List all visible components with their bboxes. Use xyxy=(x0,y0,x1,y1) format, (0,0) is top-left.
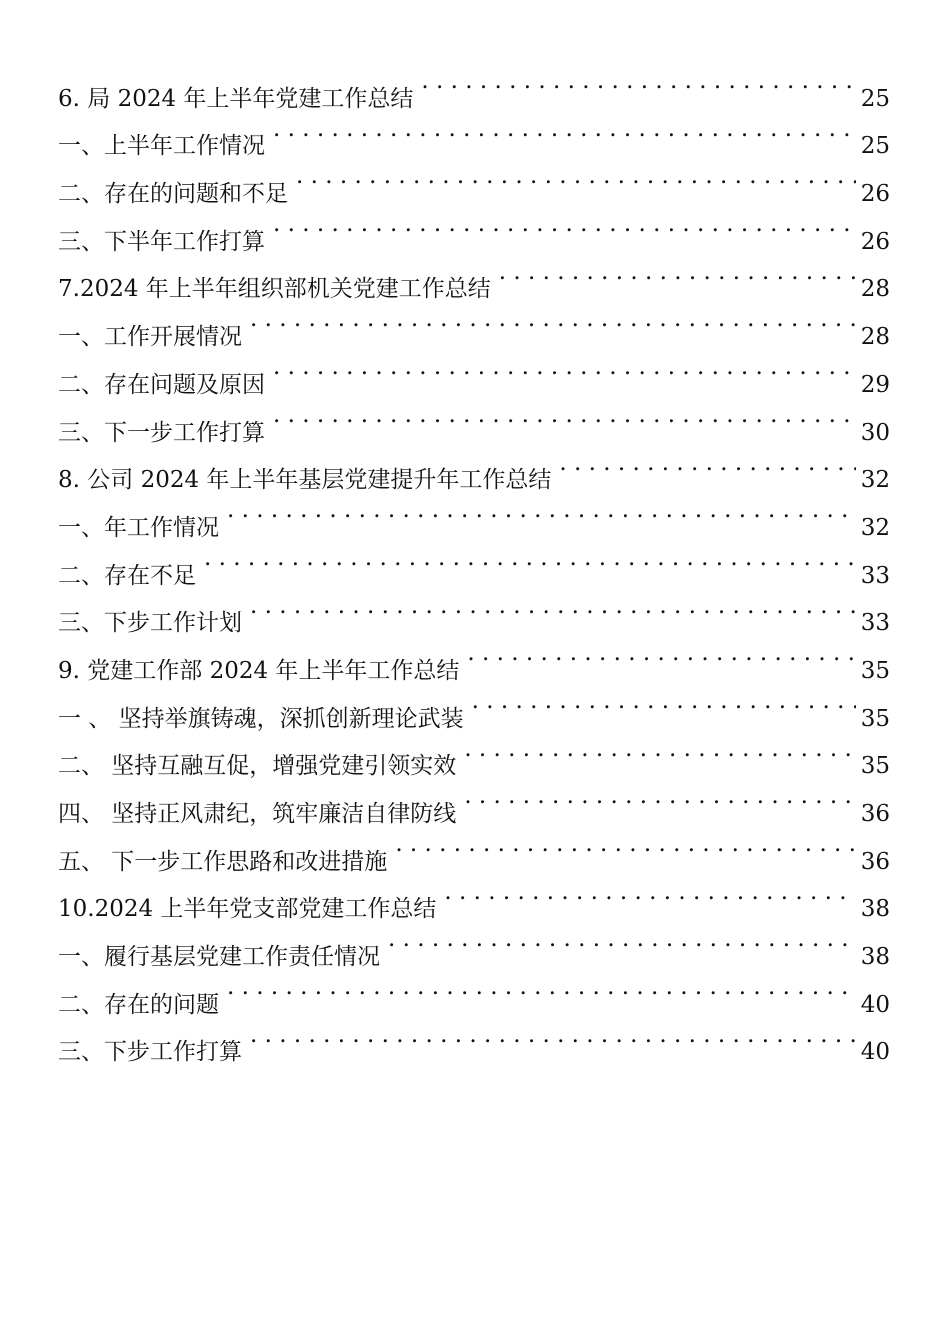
toc-dot-leader xyxy=(421,58,856,106)
toc-entry-page-number: 38 xyxy=(860,896,890,923)
toc-entry-page-number: 35 xyxy=(860,657,890,684)
toc-entry-page-number: 28 xyxy=(860,324,890,351)
toc-entry-page-number: 29 xyxy=(860,371,890,398)
toc-dot-leader xyxy=(464,726,856,774)
toc-dot-leader xyxy=(467,630,856,678)
toc-entry-title: 一 、 坚持举旗铸魂，深抓创新理论武装 xyxy=(58,705,464,732)
toc-entry-title: 6. 局 2024 年上半年党建工作总结 xyxy=(58,85,414,112)
toc-entry-title: 三、下半年工作打算 xyxy=(58,228,265,255)
toc-entry[interactable] xyxy=(58,58,890,112)
toc-dot-leader xyxy=(273,106,856,154)
toc-dot-leader xyxy=(472,678,856,726)
toc-entry-title: 一、上半年工作情况 xyxy=(58,133,265,160)
toc-entry-title: 9. 党建工作部 2024 年上半年工作总结 xyxy=(58,657,460,684)
toc-dot-leader xyxy=(388,916,856,964)
toc-entry-title: 五、 下一步工作思路和改进措施 xyxy=(58,848,388,875)
toc-entry-title: 10.2024 上半年党支部党建工作总结 xyxy=(58,896,437,923)
toc-entry-page-number: 25 xyxy=(860,85,890,112)
toc-entry-title: 二、存在的问题和不足 xyxy=(58,181,288,208)
toc-entry-page-number: 28 xyxy=(860,276,890,303)
toc-dot-leader xyxy=(250,583,856,631)
toc-entry-page-number: 32 xyxy=(860,467,890,494)
toc-entry-title: 三、下步工作计划 xyxy=(58,610,242,637)
toc-entry-page-number: 35 xyxy=(860,705,890,732)
toc-entry-page-number: 33 xyxy=(860,610,890,637)
toc-dot-leader xyxy=(227,487,856,535)
toc-entry-page-number: 38 xyxy=(860,944,890,971)
toc-dot-leader xyxy=(227,964,856,1012)
toc-entry-page-number: 30 xyxy=(860,419,890,446)
toc-entry-title: 二、 坚持互融互促，增强党建引领实效 xyxy=(58,753,457,780)
toc-entry-title: 一、工作开展情况 xyxy=(58,324,242,351)
toc-dot-leader xyxy=(273,392,856,440)
toc-entry-page-number: 26 xyxy=(860,181,890,208)
toc-dot-leader xyxy=(395,821,856,869)
toc-entry-page-number: 26 xyxy=(860,228,890,255)
toc-dot-leader xyxy=(464,773,856,821)
toc-entry-page-number: 36 xyxy=(860,801,890,827)
toc-entry-title: 一、年工作情况 xyxy=(58,514,219,541)
toc-entry-title: 二、存在问题及原因 xyxy=(58,371,265,398)
toc-entry-title: 二、存在不足 xyxy=(58,562,196,589)
toc-dot-leader xyxy=(444,869,856,917)
toc-entry-title: 8. 公司 2024 年上半年基层党建提升年工作总结 xyxy=(58,467,552,494)
toc-entry-title: 二、存在的问题 xyxy=(58,991,219,1018)
toc-entry-page-number: 32 xyxy=(860,514,890,541)
toc-entry-title: 四、 坚持正风肃纪，筑牢廉洁自律防线 xyxy=(58,801,457,827)
toc-dot-leader xyxy=(559,440,856,488)
toc-entry-page-number: 40 xyxy=(860,991,890,1018)
toc-entry-title: 三、下一步工作打算 xyxy=(58,419,265,446)
toc-dot-leader xyxy=(273,201,856,249)
toc-dot-leader xyxy=(250,296,856,344)
toc-dot-leader xyxy=(499,249,856,297)
toc-entry-title: 三、下步工作打算 xyxy=(58,1039,242,1066)
toc-entry-page-number: 36 xyxy=(860,848,890,875)
toc-entry-page-number: 33 xyxy=(860,562,890,589)
toc-entry-page-number: 40 xyxy=(860,1039,890,1066)
toc-entry-title: 一、履行基层党建工作责任情况 xyxy=(58,944,380,971)
toc-entry-page-number: 25 xyxy=(860,133,890,160)
toc-entry-page-number: 35 xyxy=(860,753,890,780)
toc-dot-leader xyxy=(296,153,856,201)
table-of-contents xyxy=(58,58,890,1066)
toc-dot-leader xyxy=(250,1012,856,1060)
toc-dot-leader xyxy=(204,535,856,583)
toc-dot-leader xyxy=(273,344,856,392)
toc-entry-title: 7.2024 年上半年组织部机关党建工作总结 xyxy=(58,276,491,303)
